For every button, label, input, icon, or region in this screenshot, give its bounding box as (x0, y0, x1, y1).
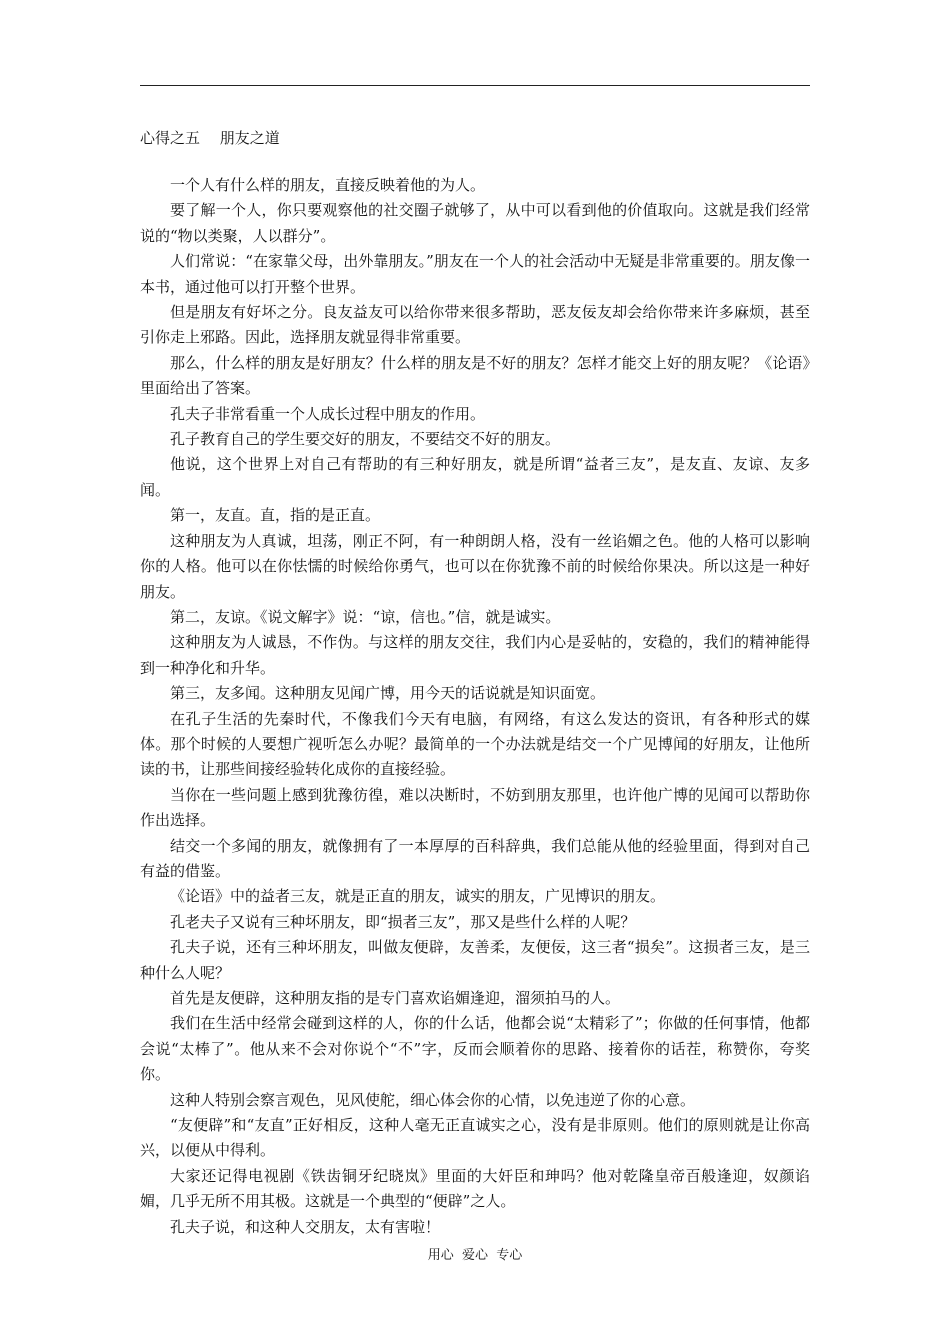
paragraph: 第二，友谅。《说文解字》说：“谅，信也。”信，就是诚实。 (170, 607, 561, 626)
paragraph: 第一，友直。直，指的是正直。 (170, 506, 381, 525)
header-rule (140, 85, 810, 86)
paragraph: 我们在生活中经常会碰到这样的人，你的什么话，他都会说“太精彩了”；你做的任何事情，他都会说“太棒了”。他从来不会对你说个“不”字，反而会顺着你的思路、接着你的话茬，称赞你，夸奖你。 (140, 1014, 810, 1084)
paragraph: 他说，这个世界上对自己有帮助的有三种好朋友，就是所谓“益者三友”，是友直、友谅、友多闻。 (140, 455, 810, 499)
paragraph: 大家还记得电视剧《铁齿铜牙纪晓岚》里面的大奸臣和珅吗？他对乾隆皇帝百般逢迎，奴颜谄媚，几乎无所不用其极。这就是一个典型的“便辟”之人。 (140, 1166, 810, 1211)
paragraph: 孔子教育自己的学生要交好的朋友，不要结交不好的朋友。 (170, 430, 561, 449)
paragraph: 孔夫子说，和这种人交朋友，太有害啦！ (170, 1217, 441, 1236)
paragraph: 当你在一些问题上感到犹豫彷徨，难以决断时，不妨到朋友那里，也许他广博的见闻可以帮助你作出选择。 (140, 785, 810, 830)
paragraph: 第三，友多闻。这种朋友见闻广博，用今天的话说就是知识面宽。 (170, 684, 606, 703)
paragraph: 结交一个多闻的朋友，就像拥有了一本厚厚的百科辞典，我们总能从他的经验里面，得到对自己有益的借鉴。 (140, 836, 810, 880)
paragraph: 孔夫子非常看重一个人成长过程中朋友的作用。 (170, 404, 486, 423)
paragraph: 孔夫子说，还有三种坏朋友，叫做友便辟，友善柔，友便佞，这三者“损矣”。这损者三友，是三种什么人呢？ (140, 938, 810, 982)
paragraph: 人们常说：“在家靠父母，出外靠朋友。”朋友在一个人的社会活动中无疑是非常重要的。朋友像一本书，通过他可以打开整个世界。 (140, 252, 810, 296)
paragraph: “友便辟”和“友直”正好相反，这种人毫无正直诚实之心，没有是非原则。他们的原则就是让你高兴，以便从中得利。 (140, 1116, 810, 1160)
body-text (140, 173, 810, 1240)
section-heading: 心得之五 朋友之道 (140, 129, 280, 147)
paragraph: 首先是友便辟，这种朋友指的是专门喜欢谄媚逢迎，溜须拍马的人。 (170, 989, 621, 1007)
paragraph: 孔老夫子又说有三种坏朋友，即“损者三友”，那又是些什么样的人呢？ (170, 912, 636, 931)
paragraph: 那么，什么样的朋友是好朋友？什么样的朋友是不好的朋友？怎样才能交上好的朋友呢？《论语》里面给出了答案。 (140, 353, 810, 398)
paragraph: 在孔子生活的先秦时代，不像我们今天有电脑，有网络，有这么发达的资讯，有各种形式的媒体。那个时候的人要想广视听怎么办呢？最简单的一个办法就是结交一个广见博闻的好朋友，让他所读的书，让那些间接经验转化成你的直接经验。 (140, 709, 810, 779)
paragraph: 要了解一个人，你只要观察他的社交圈子就够了，从中可以看到他的价值取向。这就是我们经常说的“物以类聚，人以群分”。 (140, 201, 810, 245)
paragraph: 一个人有什么样的朋友，直接反映着他的为人。 (170, 176, 486, 194)
paragraph: 这种朋友为人真诚，坦荡，刚正不阿，有一种朗朗人格，没有一丝谄媚之色。他的人格可以影响你的人格。他可以在你怯懦的时候给你勇气，也可以在你犹豫不前的时候给你果决。所以这是一种好朋友。 (140, 531, 810, 601)
paragraph: 这种朋友为人诚恳，不作伪。与这样的朋友交往，我们内心是妥帖的，安稳的，我们的精神能得到一种净化和升华。 (140, 633, 810, 677)
paragraph: 这种人特别会察言观色，见风使舵，细心体会你的心情，以免违逆了你的心意。 (170, 1090, 696, 1109)
paragraph: 《论语》中的益者三友，就是正直的朋友，诚实的朋友，广见博识的朋友。 (170, 887, 666, 906)
paragraph: 但是朋友有好坏之分。良友益友可以给你带来很多帮助，恶友佞友却会给你带来许多麻烦，甚至引你走上邪路。因此，选择朋友就显得非常重要。 (140, 303, 810, 347)
page-footer: 用心 爱心 专心 (427, 1248, 523, 1263)
